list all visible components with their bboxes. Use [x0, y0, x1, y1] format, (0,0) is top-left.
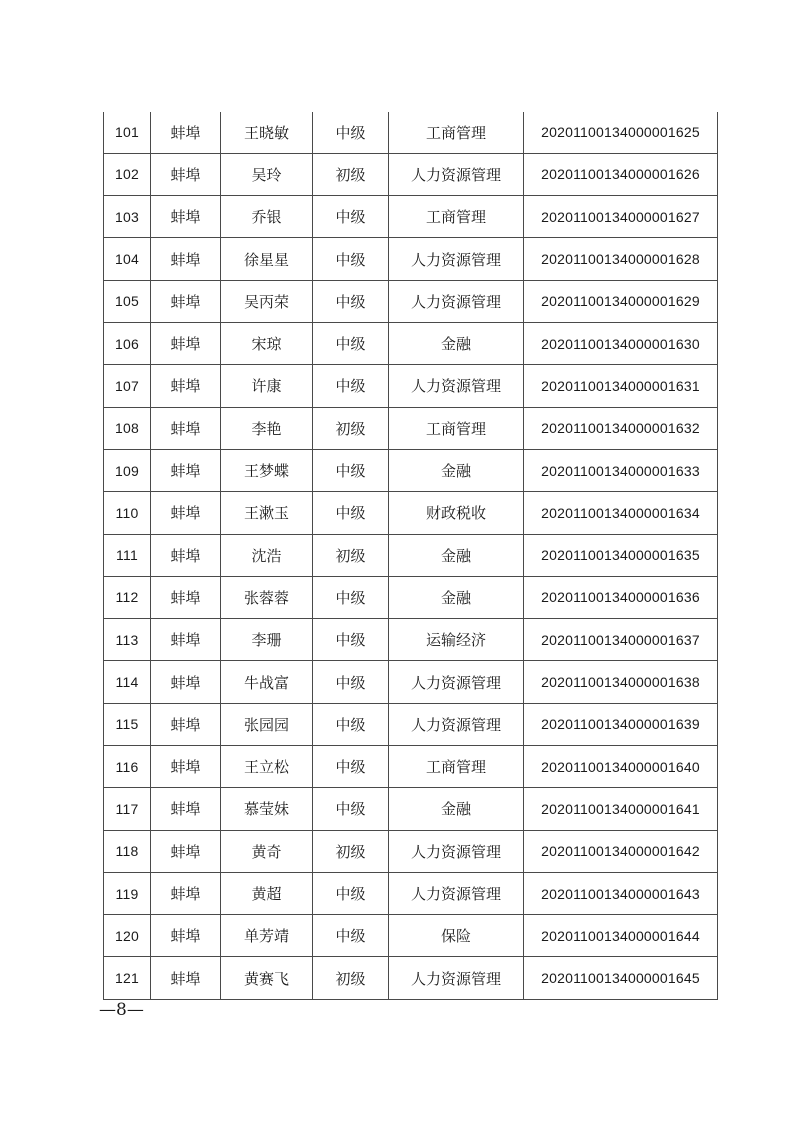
certificate-number-cell: 20201100134000001632 — [524, 407, 718, 449]
row-number-cell: 102 — [104, 153, 151, 195]
row-number-cell: 111 — [104, 534, 151, 576]
row-number-cell: 104 — [104, 238, 151, 280]
row-number-cell: 120 — [104, 915, 151, 957]
level-cell: 中级 — [313, 365, 389, 407]
city-cell: 蚌埠 — [151, 915, 221, 957]
certificate-number-cell: 20201100134000001635 — [524, 534, 718, 576]
certificate-number-cell: 20201100134000001638 — [524, 661, 718, 703]
name-cell: 张蓉蓉 — [221, 576, 313, 618]
city-cell: 蚌埠 — [151, 746, 221, 788]
level-cell: 中级 — [313, 196, 389, 238]
city-cell: 蚌埠 — [151, 365, 221, 407]
major-cell: 金融 — [389, 788, 524, 830]
certificate-number-cell: 20201100134000001639 — [524, 703, 718, 745]
level-cell: 中级 — [313, 492, 389, 534]
name-cell: 王晓敏 — [221, 112, 313, 153]
table-row — [104, 619, 718, 661]
level-cell: 初级 — [313, 153, 389, 195]
name-cell: 单芳靖 — [221, 915, 313, 957]
major-cell: 运输经济 — [389, 619, 524, 661]
major-cell: 工商管理 — [389, 746, 524, 788]
certificate-number-cell: 20201100134000001637 — [524, 619, 718, 661]
major-cell: 工商管理 — [389, 196, 524, 238]
city-cell: 蚌埠 — [151, 407, 221, 449]
row-number-cell: 116 — [104, 746, 151, 788]
row-number-cell: 103 — [104, 196, 151, 238]
city-cell: 蚌埠 — [151, 703, 221, 745]
major-cell: 人力资源管理 — [389, 703, 524, 745]
level-cell: 初级 — [313, 407, 389, 449]
table-row — [104, 492, 718, 534]
city-cell: 蚌埠 — [151, 196, 221, 238]
name-cell: 乔银 — [221, 196, 313, 238]
name-cell: 沈浩 — [221, 534, 313, 576]
major-cell: 工商管理 — [389, 112, 524, 153]
table-row — [104, 957, 718, 1000]
page-number: —8— — [99, 1000, 144, 1020]
city-cell: 蚌埠 — [151, 619, 221, 661]
row-number-cell: 107 — [104, 365, 151, 407]
certificate-number-cell: 20201100134000001631 — [524, 365, 718, 407]
row-number-cell: 114 — [104, 661, 151, 703]
name-cell: 黄超 — [221, 872, 313, 914]
certificate-number-cell: 20201100134000001644 — [524, 915, 718, 957]
row-number-cell: 106 — [104, 323, 151, 365]
level-cell: 中级 — [313, 323, 389, 365]
city-cell: 蚌埠 — [151, 238, 221, 280]
row-number-cell: 112 — [104, 576, 151, 618]
certificate-number-cell: 20201100134000001640 — [524, 746, 718, 788]
level-cell: 中级 — [313, 661, 389, 703]
major-cell: 保险 — [389, 915, 524, 957]
level-cell: 中级 — [313, 238, 389, 280]
major-cell: 人力资源管理 — [389, 153, 524, 195]
name-cell: 王漱玉 — [221, 492, 313, 534]
level-cell: 中级 — [313, 576, 389, 618]
name-cell: 宋琼 — [221, 323, 313, 365]
level-cell: 中级 — [313, 788, 389, 830]
row-number-cell: 121 — [104, 957, 151, 1000]
level-cell: 中级 — [313, 915, 389, 957]
level-cell: 中级 — [313, 872, 389, 914]
certificate-number-cell: 20201100134000001634 — [524, 492, 718, 534]
table-row — [104, 153, 718, 195]
table-row — [104, 196, 718, 238]
table-row — [104, 746, 718, 788]
city-cell: 蚌埠 — [151, 449, 221, 491]
row-number-cell: 101 — [104, 112, 151, 153]
major-cell: 人力资源管理 — [389, 830, 524, 872]
table-row — [104, 365, 718, 407]
table-row — [104, 915, 718, 957]
certificate-registry-table — [103, 112, 718, 1000]
table-row — [104, 661, 718, 703]
city-cell: 蚌埠 — [151, 534, 221, 576]
certificate-number-cell: 20201100134000001633 — [524, 449, 718, 491]
level-cell: 初级 — [313, 534, 389, 576]
name-cell: 牛战富 — [221, 661, 313, 703]
row-number-cell: 108 — [104, 407, 151, 449]
name-cell: 许康 — [221, 365, 313, 407]
city-cell: 蚌埠 — [151, 957, 221, 1000]
row-number-cell: 117 — [104, 788, 151, 830]
level-cell: 中级 — [313, 703, 389, 745]
row-number-cell: 118 — [104, 830, 151, 872]
row-number-cell: 113 — [104, 619, 151, 661]
level-cell: 初级 — [313, 957, 389, 1000]
city-cell: 蚌埠 — [151, 661, 221, 703]
major-cell: 金融 — [389, 576, 524, 618]
table-row — [104, 872, 718, 914]
level-cell: 中级 — [313, 112, 389, 153]
table-row — [104, 238, 718, 280]
certificate-number-cell: 20201100134000001625 — [524, 112, 718, 153]
city-cell: 蚌埠 — [151, 323, 221, 365]
row-number-cell: 119 — [104, 872, 151, 914]
table-row — [104, 830, 718, 872]
certificate-table-body — [104, 112, 718, 1000]
level-cell: 中级 — [313, 746, 389, 788]
certificate-number-cell: 20201100134000001629 — [524, 280, 718, 322]
certificate-number-cell: 20201100134000001626 — [524, 153, 718, 195]
name-cell: 黄奇 — [221, 830, 313, 872]
table-row — [104, 112, 718, 153]
table-row — [104, 280, 718, 322]
certificate-number-cell: 20201100134000001641 — [524, 788, 718, 830]
city-cell: 蚌埠 — [151, 280, 221, 322]
city-cell: 蚌埠 — [151, 153, 221, 195]
name-cell: 吴丙荣 — [221, 280, 313, 322]
row-number-cell: 105 — [104, 280, 151, 322]
table-row — [104, 534, 718, 576]
certificate-number-cell: 20201100134000001642 — [524, 830, 718, 872]
level-cell: 初级 — [313, 830, 389, 872]
city-cell: 蚌埠 — [151, 492, 221, 534]
major-cell: 人力资源管理 — [389, 238, 524, 280]
certificate-number-cell: 20201100134000001627 — [524, 196, 718, 238]
name-cell: 黄赛飞 — [221, 957, 313, 1000]
major-cell: 金融 — [389, 323, 524, 365]
row-number-cell: 115 — [104, 703, 151, 745]
name-cell: 吴玲 — [221, 153, 313, 195]
table-row — [104, 407, 718, 449]
name-cell: 张园园 — [221, 703, 313, 745]
table-row — [104, 323, 718, 365]
city-cell: 蚌埠 — [151, 576, 221, 618]
row-number-cell: 109 — [104, 449, 151, 491]
level-cell: 中级 — [313, 280, 389, 322]
major-cell: 财政税收 — [389, 492, 524, 534]
major-cell: 人力资源管理 — [389, 872, 524, 914]
major-cell: 人力资源管理 — [389, 280, 524, 322]
major-cell: 人力资源管理 — [389, 365, 524, 407]
major-cell: 金融 — [389, 449, 524, 491]
table-row — [104, 449, 718, 491]
certificate-number-cell: 20201100134000001630 — [524, 323, 718, 365]
table-row — [104, 703, 718, 745]
major-cell: 工商管理 — [389, 407, 524, 449]
row-number-cell: 110 — [104, 492, 151, 534]
name-cell: 李艳 — [221, 407, 313, 449]
city-cell: 蚌埠 — [151, 830, 221, 872]
major-cell: 人力资源管理 — [389, 661, 524, 703]
major-cell: 人力资源管理 — [389, 957, 524, 1000]
certificate-number-cell: 20201100134000001628 — [524, 238, 718, 280]
name-cell: 李珊 — [221, 619, 313, 661]
major-cell: 金融 — [389, 534, 524, 576]
certificate-number-cell: 20201100134000001643 — [524, 872, 718, 914]
name-cell: 慕莹妹 — [221, 788, 313, 830]
city-cell: 蚌埠 — [151, 788, 221, 830]
city-cell: 蚌埠 — [151, 112, 221, 153]
name-cell: 徐星星 — [221, 238, 313, 280]
level-cell: 中级 — [313, 619, 389, 661]
table-row — [104, 788, 718, 830]
name-cell: 王立松 — [221, 746, 313, 788]
certificate-number-cell: 20201100134000001645 — [524, 957, 718, 1000]
level-cell: 中级 — [313, 449, 389, 491]
table-row — [104, 576, 718, 618]
city-cell: 蚌埠 — [151, 872, 221, 914]
name-cell: 王梦蝶 — [221, 449, 313, 491]
certificate-number-cell: 20201100134000001636 — [524, 576, 718, 618]
